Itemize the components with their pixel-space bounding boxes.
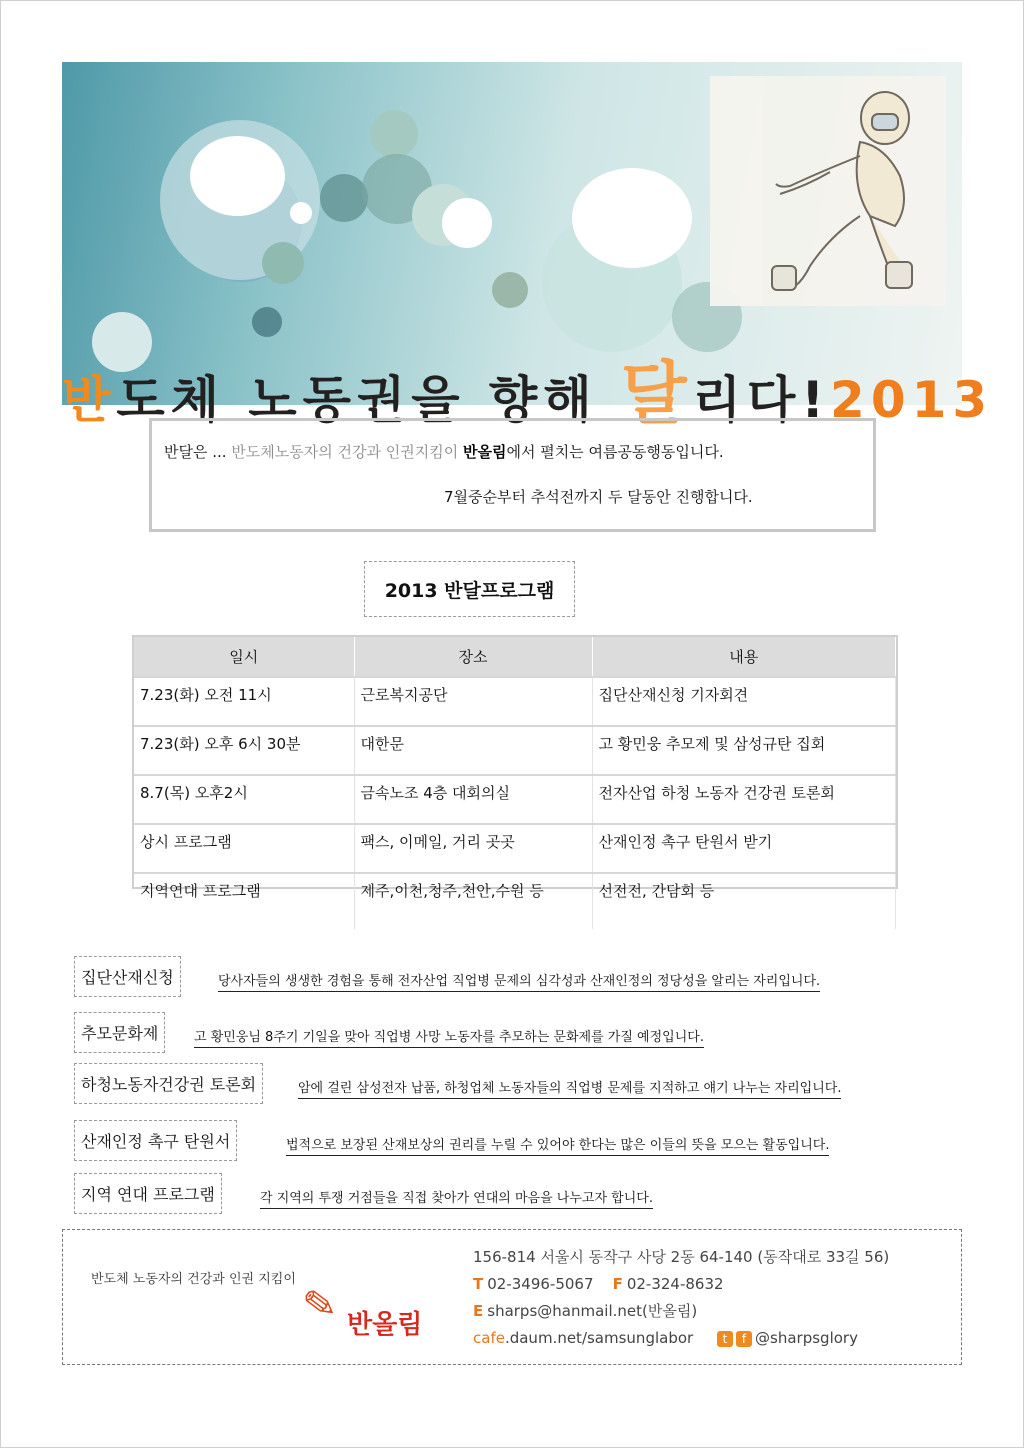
description-label: 지역 연대 프로그램 xyxy=(74,1173,222,1214)
table-header-row xyxy=(134,637,896,677)
banner-title-year: 2013 xyxy=(830,371,994,429)
cell-date: 7.23(화) 오후 6시 30분 xyxy=(134,726,354,775)
cell-date: 상시 프로그램 xyxy=(134,824,354,873)
banner-bubble xyxy=(442,198,492,248)
tel-number: 02-3496-5067 xyxy=(487,1275,594,1293)
intro-box xyxy=(149,418,876,532)
banner-bubble xyxy=(190,136,285,216)
banolim-logo xyxy=(299,1279,443,1352)
description-text: 당사자들의 생생한 경험을 통해 전자산업 직업병 문제의 심각성과 산재인정의 정당성을 알리는 자리입니다. xyxy=(218,970,820,992)
logo-name: 반올림 xyxy=(347,1310,423,1340)
cell-place: 팩스, 이메일, 거리 곳곳 xyxy=(354,824,592,873)
intro-lead: 반달은 ... xyxy=(164,443,232,461)
header-date: 일시 xyxy=(134,637,354,677)
twitter-icon[interactable]: t xyxy=(717,1331,733,1347)
cell-date: 7.23(화) 오전 11시 xyxy=(134,677,354,726)
footer-email-line xyxy=(473,1298,889,1325)
fax-number: 02-324-8632 xyxy=(626,1275,724,1293)
social-handle: @sharpsglory xyxy=(755,1329,858,1347)
banner-image xyxy=(62,62,994,434)
banner-bubble xyxy=(492,272,528,308)
table-row xyxy=(134,824,896,873)
runner-figure-svg xyxy=(710,76,946,306)
logo-brush-icon: ✎ xyxy=(299,1279,340,1331)
table-row xyxy=(134,726,896,775)
cafe-prefix: cafe xyxy=(473,1329,505,1347)
intro-line-1-tail: 에서 펼치는 여름공동행동입니다. xyxy=(506,443,724,461)
banner-bubble xyxy=(572,168,692,268)
cell-date: 8.7(목) 오후2시 xyxy=(134,775,354,824)
runner-illustration xyxy=(710,76,946,306)
intro-org-name: 반올림 xyxy=(462,443,507,461)
footer-tagline: 반도체 노동자의 건강과 인권 지킴이 xyxy=(91,1272,296,1287)
description-text: 암에 걸린 삼성전자 납품, 하청업체 노동자들의 직업병 문제를 지적하고 얘기 나누는 자리입니다. xyxy=(298,1077,841,1099)
banner-title-highlight-2: 달 xyxy=(620,355,693,434)
cell-content: 집단산재신청 기자회견 xyxy=(592,677,896,726)
fax-key: F xyxy=(612,1275,623,1293)
intro-line-2: 7월중순부터 추석전까지 두 달동안 진행합니다. xyxy=(444,488,753,506)
description-text: 법적으로 보장된 산재보상의 권리를 누릴 수 있어야 한다는 많은 이들의 뜻을 모으는 활동입니다. xyxy=(286,1134,829,1156)
program-title: 2013 반달프로그램 xyxy=(364,561,575,617)
cell-content: 전자산업 하청 노동자 건강권 토론회 xyxy=(592,775,896,824)
banner-title-tail: 리다! xyxy=(692,371,831,429)
cell-place: 대한문 xyxy=(354,726,592,775)
cell-place: 근로복지공단 xyxy=(354,677,592,726)
email-key: E xyxy=(473,1302,484,1320)
banner-bubble xyxy=(370,110,418,158)
header-content: 내용 xyxy=(592,637,896,677)
description-label: 집단산재신청 xyxy=(74,956,181,997)
footer-info xyxy=(473,1244,889,1352)
facebook-icon[interactable]: f xyxy=(736,1331,752,1347)
description-label: 산재인정 촉구 탄원서 xyxy=(74,1120,237,1161)
cell-date: 지역연대 프로그램 xyxy=(134,873,354,929)
banner-title-main: 도체 노동권을 향해 xyxy=(116,371,621,429)
tel-key: T xyxy=(473,1275,484,1293)
banner-bubble xyxy=(290,202,312,224)
banner-bubble xyxy=(252,307,282,337)
table-row xyxy=(134,775,896,824)
cell-content: 산재인정 촉구 탄원서 받기 xyxy=(592,824,896,873)
schedule-table xyxy=(132,635,898,900)
table-row xyxy=(134,677,896,726)
footer-address: 156-814 서울시 동작구 사당 2동 64-140 (동작대로 33길 56) xyxy=(473,1248,890,1266)
cell-content: 선전전, 간담회 등 xyxy=(592,873,896,929)
header-place: 장소 xyxy=(354,637,592,677)
banner-bubble xyxy=(262,242,304,284)
cafe-url[interactable]: .daum.net/samsunglabor xyxy=(504,1329,694,1347)
description-label: 추모문화제 xyxy=(74,1012,165,1053)
footer-phone-line xyxy=(473,1271,889,1298)
cell-place: 금속노조 4층 대회의실 xyxy=(354,775,592,824)
intro-org-desc: 반도체노동자의 건강과 인권지킴이 xyxy=(231,443,463,461)
intro-line-1 xyxy=(164,441,724,462)
email-address: sharps@hanmail.net(반올림) xyxy=(487,1302,698,1320)
cell-place: 제주,이천,청주,천안,수원 등 xyxy=(354,873,592,929)
cell-content: 고 황민웅 추모제 및 삼성규탄 집회 xyxy=(592,726,896,775)
banner-bubble xyxy=(320,174,368,222)
table-row xyxy=(134,873,896,929)
footer-web-line xyxy=(473,1325,889,1352)
description-text: 고 황민웅님 8주기 기일을 맞아 직업병 사망 노동자를 추모하는 문화제를 가질 예정입니다. xyxy=(194,1026,704,1048)
banner-title-highlight-1: 반 xyxy=(62,371,117,429)
description-text: 각 지역의 투쟁 거점들을 직접 찾아가 연대의 마음을 나누고자 합니다. xyxy=(260,1187,653,1209)
description-label: 하청노동자건강권 토론회 xyxy=(74,1063,263,1104)
footer-contact-box xyxy=(62,1229,962,1365)
